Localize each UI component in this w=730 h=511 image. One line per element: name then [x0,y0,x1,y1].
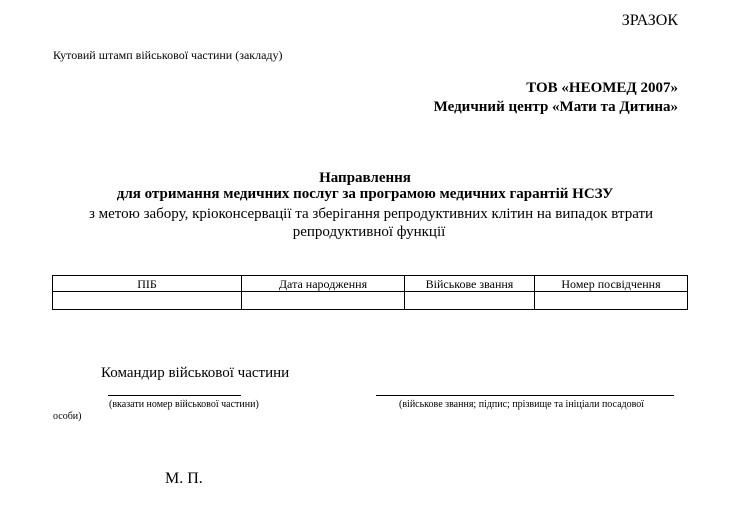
signature-line [376,395,674,396]
column-header-military-rank: Військове звання [405,276,535,292]
stamp-label: Кутовий штамп військової частини (закладу) [53,48,283,62]
document-purpose-line2: репродуктивної функції [292,224,446,240]
table-cell-birth-date [242,292,405,310]
table-cell-name [53,292,242,310]
column-header-birth-date: Дата народження [242,276,405,292]
document-subtitle: для отримання медичних послуг за програмою медичних гарантій НСЗУ [116,186,614,202]
document-title: Направлення [319,170,411,186]
signature-caption: (військове звання; підпис; прізвище та ініціали посадової [399,399,645,410]
signature-caption-continuation: особи) [53,411,82,422]
table-header-row [53,276,688,292]
seal-label: М. П. [165,470,203,487]
document-purpose-line1: з метою забору, кріоконсервації та зберігання репродуктивних клітин на випадок втрати [88,206,654,222]
medical-center-name: Медичний центр «Мати та Дитина» [433,99,678,115]
unit-number-line [108,395,241,396]
table-cell-military-rank [405,292,535,310]
organization-name: ТОВ «НЕОМЕД 2007» [526,80,678,96]
table-row [53,292,688,310]
commander-label: Командир військової частини [101,365,290,381]
sample-label: ЗРАЗОК [621,12,678,29]
column-header-name: ПІБ [53,276,242,292]
patient-info-table [52,275,688,310]
unit-number-caption: (вказати номер військової частини) [109,399,259,410]
table-cell-id-number [535,292,688,310]
column-header-id-number: Номер посвідчення [535,276,688,292]
